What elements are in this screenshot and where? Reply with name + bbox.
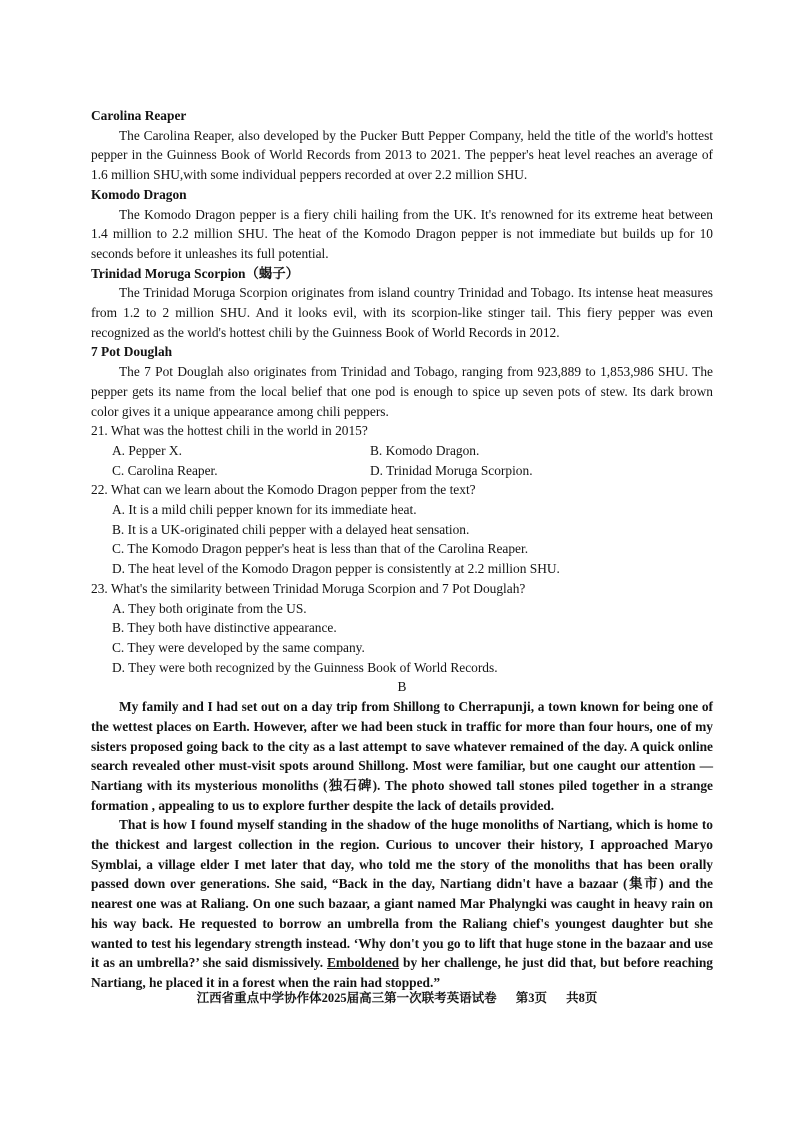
section-title-trinidad-moruga-scorpion: Trinidad Moruga Scorpion（蝎子） <box>91 265 300 281</box>
passage-b-paragraph-2 <box>91 815 713 992</box>
question-22-option-b: B. It is a UK-originated chili pepper with a delayed heat sensation. <box>112 521 470 537</box>
question-23-option-a: A. They both originate from the US. <box>112 600 307 616</box>
question-21-options-row-2 <box>91 461 713 481</box>
question-21-option-d: D. Trinidad Moruga Scorpion. <box>370 462 533 478</box>
footer-total-pages: 共8页 <box>566 991 598 1005</box>
passage-b <box>91 697 713 993</box>
question-23-option-d: D. They were both recognized by the Guinness Book of World Records. <box>112 659 498 675</box>
question-23-option-c: C. They were developed by the same company. <box>112 639 365 655</box>
section-title-carolina-reaper: Carolina Reaper <box>91 108 187 123</box>
question-21-option-b: B. Komodo Dragon. <box>370 442 480 458</box>
question-22-option-c: C. The Komodo Dragon pepper's heat is less than that of the Carolina Reaper. <box>112 541 529 557</box>
section-text-trinidad-moruga-scorpion: The Trinidad Moruga Scorpion originates from island country Trinidad and Tobago. Its intense heat measures from 1.2 to 2 million SHU. And it looks evil, with its scorpion-like stinger tail. This fiery pepper was even recognized as the world's hottest chili by the Guinness Book of World Records in 2012. <box>91 285 713 340</box>
underlined-word-emboldened: Emboldened <box>326 955 400 971</box>
page-content <box>91 106 713 993</box>
passage-b-paragraph-1: My family and I had set out on a day trip from Shillong to Cherrapunji, a town known for being one of the wettest places on Earth. However, after we had been stuck in traffic for more than four hours, one of my sisters proposed going back to the city as a last attempt to save whatever remained of the day. A quick online search revealed other must-visit spots around Shillong. Most were familiar, but one caught our attention — Nartiang with its mysterious monoliths (独石碑). The photo showed tall stones piled together in a strange formation , appealing to us to explore further despite the lack of details provided. <box>91 699 713 813</box>
page-footer <box>0 988 794 1006</box>
passage-b-paragraph-2-start: That is how I found myself standing in the shadow of the huge monoliths of Nartiang, which is home to the thickest and largest collection in the region. Curious to uncover their history, I approached Maryo Symblai, a village elder I met later that day, who told me the story of the monoliths that has been orally passed down over generations. She said, “Back in the day, Nartiang didn't have a bazaar (集市) and the nearest one was at Raliang. On one such bazaar, a giant named Mar Phalyngki was caught in heavy rain on his way back. He requested to borrow an umbrella from the Raliang chief's youngest daughter but she wanted to test his legendary strength instead. ‘Why don't you go to lift that huge stone in the bazaar and use it as an umbrella?’ she said dismissively. <box>91 817 713 971</box>
footer-exam-title: 江西省重点中学协作体2025届高三第一次联考英语试卷 <box>196 991 497 1005</box>
question-21-option-c: C. Carolina Reaper. <box>112 462 218 478</box>
footer-page-number: 第3页 <box>515 991 547 1005</box>
question-22-option-d: D. The heat level of the Komodo Dragon pepper is consistently at 2.2 million SHU. <box>112 561 560 577</box>
passage-b-paragraph-2-end: by her challenge, he just did that, but before reaching Nartiang, he placed it in a forest when the rain had stopped.” <box>91 955 713 990</box>
section-text-7-pot-douglah: The 7 Pot Douglah also originates from Trinidad and Tobago, ranging from 923,889 to 1,853,986 SHU. The pepper gets its name from the local belief that one pod is enough to spice up seven pots of stew. Its dark brown color gives it a unique appearance among chili peppers. <box>91 364 713 419</box>
question-23-option-b: B. They both have distinctive appearance. <box>112 620 337 636</box>
section-text-komodo-dragon: The Komodo Dragon pepper is a fiery chili hailing from the UK. It's renowned for its extreme heat between 1.4 million to 2.2 million SHU. The heat of the Komodo Dragon pepper is not immediate but builds up for 10 seconds before it unleashes its full potential. <box>91 206 713 261</box>
section-title-komodo-dragon: Komodo Dragon <box>91 186 187 202</box>
section-text-carolina-reaper: The Carolina Reaper, also developed by the Pucker Butt Pepper Company, held the title of the world's hottest pepper in the Guinness Book of World Records from 2013 to 2021. The pepper's heat level reaches an average of 1.6 million SHU,with some individual peppers recorded at over 2.2 million SHU. <box>91 127 713 183</box>
section-title-7-pot-douglah: 7 Pot Douglah <box>91 344 173 360</box>
question-23-stem: 23. What's the similarity between Trinidad Moruga Scorpion and 7 Pot Douglah? <box>91 580 526 596</box>
passage-b-label: B <box>397 679 407 695</box>
question-21-stem: 21. What was the hottest chili in the world in 2015? <box>91 423 368 439</box>
question-21-options-row-1 <box>91 441 713 461</box>
question-22-option-a: A. It is a mild chili pepper known for its immediate heat. <box>112 502 417 518</box>
question-22-stem: 22. What can we learn about the Komodo Dragon pepper from the text? <box>91 482 476 498</box>
question-21-option-a: A. Pepper X. <box>112 442 182 458</box>
